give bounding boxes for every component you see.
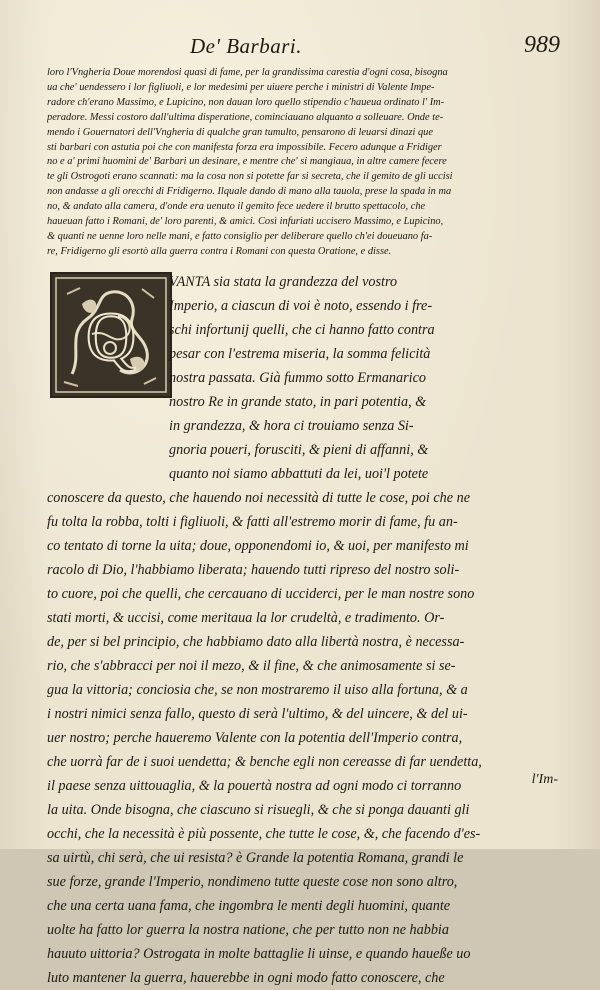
svg-text:Q: Q (85, 299, 137, 376)
oration-line: luto mantener la guerra, hauerebbe in ogni modo fatto conoscere, che (47, 970, 445, 986)
intro-line: non andasse a gli orecchi di Fridigerno. Ilquale dando di mano alla tauola, prese la spada in ma (47, 186, 452, 198)
oration-line: conoscere da questo, che hauendo noi necessità di tutte le cose, poi che ne (47, 490, 471, 506)
page-number: 989 (524, 32, 560, 58)
oration-line: nostra passata. Già fummo sotto Ermanarico (169, 370, 426, 386)
oration-line: fu tolta la robba, tolti i figliuoli, & fatti all'estremo morir di fame, fu an- (47, 514, 458, 530)
oration-line: co tentato di torne la uita; doue, opponendomi io, & uoi, per manifesto mi (47, 538, 469, 554)
oration-opening-line: VANTA sia stata la grandezza del vostro (169, 274, 398, 290)
oration-line: sa uirtù, chi serà, che ui resista? è Grande la potentia Romana, grandi le (47, 850, 464, 866)
page-header (40, 30, 560, 62)
running-head: De' Barbari. (190, 34, 302, 58)
oration-line: la uita. Onde bisogna, che ciascuno si risuegli, & che si ponga dauanti gli (47, 802, 470, 818)
intro-line: ua che' uendessero i lor figliuoli, e lor medesimi per uiuere perche i ministri di Valente Impe- (47, 81, 435, 93)
oration-line: il paese senza uittouaglia, & la pouertà nostra ad ogni modo ci torranno (47, 778, 462, 794)
oration-line: rio, che s'abbracci per noi il mezo, & il fine, & che animosamente si se- (47, 658, 456, 674)
intro-line: peradore. Messi costoro dall'ultima disperatione, cominciauano alquanto a solleuare. Onde te- (47, 111, 444, 123)
oration-line: hauuto uittoria? Ostrogata in molte battaglie li uinse, e quando haueße uo (47, 946, 471, 962)
intro-line: mendo i Gouernatori dell'Vngheria di qualche gran tumulto, pensarono di leuarsi dinazi que (47, 126, 433, 138)
intro-line: sti barbari con astutia poi che con manifesta forza era impossibile. Fecero adunque a Fridiger (47, 141, 442, 153)
decorated-initial-q (50, 272, 172, 398)
oration-line: che uorrà far de i suoi uendetta; & benche egli non cereasse di far uendetta, (47, 754, 482, 770)
oration-line: uer nostro; perche haueremo Valente con la potentia dell'Imperio contra, (47, 730, 463, 746)
oration-line: in grandezza, & hora ci trouiamo senza Si- (169, 418, 414, 434)
intro-line: haueuan fatto i Romani, de' loro parenti, & amici. Così infuriati uccisero Massimo, e Lupicino, (47, 216, 444, 228)
oration-line: to cuore, poi che quelli, che cercauano di ucciderci, per le man nostre sono (47, 586, 475, 602)
oration-line: nostro Re in grande stato, in pari potentia, & (169, 394, 427, 410)
oration-line: racolo di Dio, l'habbiamo liberata; hauendo tutti ripreso del nostro soli- (47, 562, 460, 578)
oration-line: gua la vittoria; conciosia che, se non mostraremo il uiso alla fortuna, & a (47, 682, 468, 698)
oration-line: occhi, che la necessità è più possente, che tutte le cose, &, che facendo d'es- (47, 826, 481, 842)
oration-line: stati morti, & uccisi, come meritaua la lor crudeltà, e tradimento. Or- (47, 610, 445, 626)
oration-line: sue forze, grande l'Imperio, nondimeno tutte queste cose non sono altro, (47, 874, 458, 890)
oration-line: quanto noi siamo abbattuti da lei, uoi'l potete (169, 466, 429, 482)
intro-line: loro l'Vngheria Doue morendosi quasi di fame, per la grandissima carestia d'ogni cosa, bisogna (47, 67, 448, 78)
oration-line: pesar con l'estrema miseria, la somma felicità (169, 346, 431, 362)
catchword: l'Im- (531, 772, 558, 787)
oration-line: che una certa uana fama, che ingombra le menti degli huomini, quante (47, 898, 451, 914)
oration-line: i nostri nimici senza fallo, questo di serà l'ultimo, & del uincere, & del ui- (47, 706, 468, 722)
oration-line: de, per si bel principio, che habbiamo dato alla libertà nostra, è necessa- (47, 634, 465, 650)
intro-line: te gli Ostrogoti erano scannati: ma la cosa non si potette far si secreta, che il gemito de gli uccisi (47, 171, 453, 183)
oration-line: Imperio, a ciascun di voi è noto, essendo i fre- (169, 298, 433, 314)
oration-line: gnoria poueri, forusciti, & pieni di affanni, & (169, 442, 429, 458)
intro-line: no, & andato alla camera, d'onde era uenuto il gemito fece uedere il brutto spettacolo, che (47, 201, 426, 213)
intro-line: radore ch'erano Massimo, e Lupicino, non dauan loro quello stipendio c'haueua ordinato l' Im- (47, 96, 445, 108)
intro-line: no e a' primi huomini de' Barbari un desinare, e mentre che' si mangiaua, in altre camere fecere (47, 156, 447, 168)
intro-paragraph (47, 66, 555, 260)
intro-line: & quanti ne uenne loro nelle mani, e fatto consiglio per deliberare quello ch'ei doueuano fa- (47, 230, 433, 242)
intro-line: re, Fridigerno gli esortò alla guerra contra i Romani con questa Oratione, e disse. (47, 245, 392, 257)
oration-line: uolte ha fatto lor guerra la nostra natione, che per tutto non ne habbia (47, 922, 449, 938)
oration-line: schi infortunij quelli, che ci hanno fatto contra (169, 322, 435, 338)
floral-initial-icon (52, 274, 170, 396)
